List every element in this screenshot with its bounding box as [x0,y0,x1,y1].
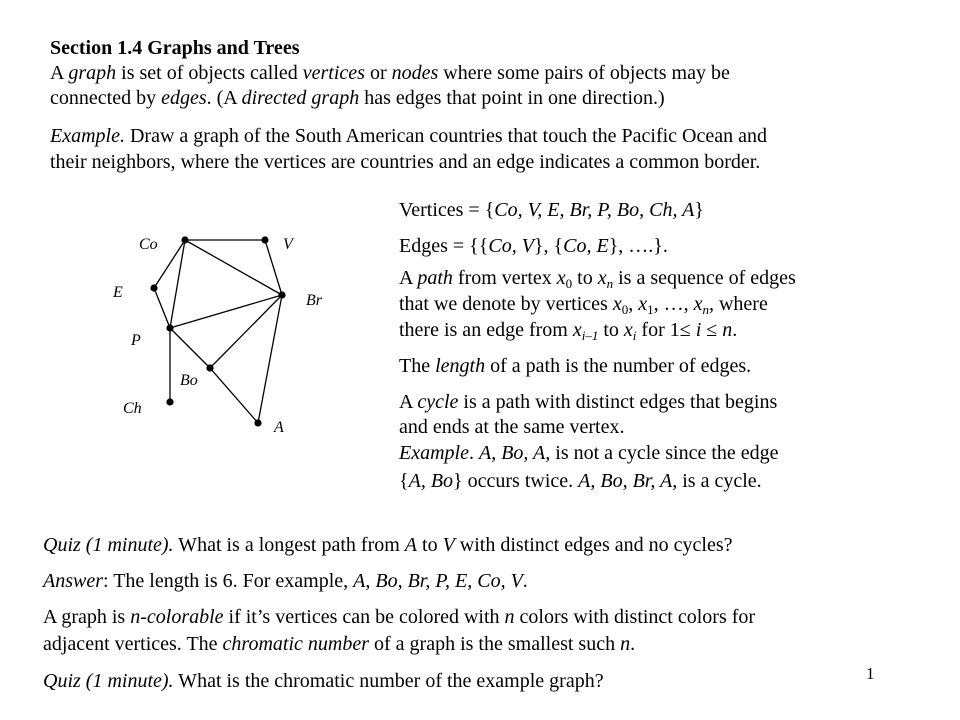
example-line-2: their neighbors, where the vertices are countries and an edge indicates a common border. [50,151,761,173]
cycle-def-line-1: A cycle is a path with distinct edges that begins [399,391,778,413]
vertex-label-a: A [274,419,284,436]
quiz-1: Quiz (1 minute). What is a longest path from A to V with distinct edges and no cycles? [43,534,733,556]
edge-bo-a [210,368,258,423]
vertex-br [278,291,285,298]
vertex-ch [166,398,173,405]
graph-vertices [150,236,285,426]
cycle-example-line-1: Example. A, Bo, A, is not a cycle since the edge [399,442,779,464]
vertex-label-p: P [131,332,141,349]
vertex-label-br: Br [306,292,322,309]
edge-e-p [154,288,170,328]
vertex-label-bo: Bo [180,372,198,389]
edge-br-a [258,295,282,423]
colorable-def-line-1: A graph is n-colorable if it’s vertices can be colored with n colors with distinct colors for [43,606,756,628]
length-def: The length of a path is the number of edges. [399,355,752,377]
page-number: 1 [866,664,875,683]
vertex-bo [206,364,213,371]
intro-line-2: connected by edges. (A directed graph has edges that point in one direction.) [50,87,665,109]
vertex-co [181,236,188,243]
vertex-label-v: V [283,236,293,253]
edge-p-bo [170,328,210,368]
vertex-v [261,236,268,243]
path-def-line-2: that we denote by vertices $x_0$, $x_1$, …, $x_n$, where [399,293,768,317]
path-def-line-1: A path from vertex $x_0$ to $x_n$ is a sequence of edges [399,267,796,291]
vertex-p [166,324,173,331]
edge-co-p [170,240,185,328]
answer-1: Answer: The length is 6. For example, A, Bo, Br, P, E, Co, V. [43,570,528,592]
vertex-e [150,284,157,291]
vertex-a [254,419,261,426]
path-def-line-3: there is an edge from $x_{i-1}$ to $x_i$ for 1≤ i ≤ n. [399,319,738,343]
vertex-label-e: E [113,284,123,301]
graph-edges [154,240,282,423]
example-line-1: Example. Draw a graph of the South American countries that touch the Pacific Ocean and [50,125,767,147]
edges-set: Edges = {{Co, V}, {Co, E}, ….}. [399,235,668,257]
cycle-example-line-2: {A, Bo} occurs twice. A, Bo, Br, A, is a cycle. [399,470,762,492]
vertex-label-ch: Ch [123,400,142,417]
vertices-set: Vertices = {Co, V, E, Br, P, Bo, Ch, A} [399,199,704,221]
vertex-label-co: Co [139,236,158,253]
graph-vertex-labels [112,236,323,436]
colorable-def-line-2: adjacent vertices. The chromatic number of a graph is the smallest such n. [43,633,636,655]
page-title: Section 1.4 Graphs and Trees [50,37,300,59]
cycle-def-line-2: and ends at the same vertex. [399,416,625,438]
quiz-2: Quiz (1 minute). What is the chromatic number of the example graph? [43,670,604,692]
intro-line-1: A graph is set of objects called vertices or nodes where some pairs of objects may be [50,62,730,84]
